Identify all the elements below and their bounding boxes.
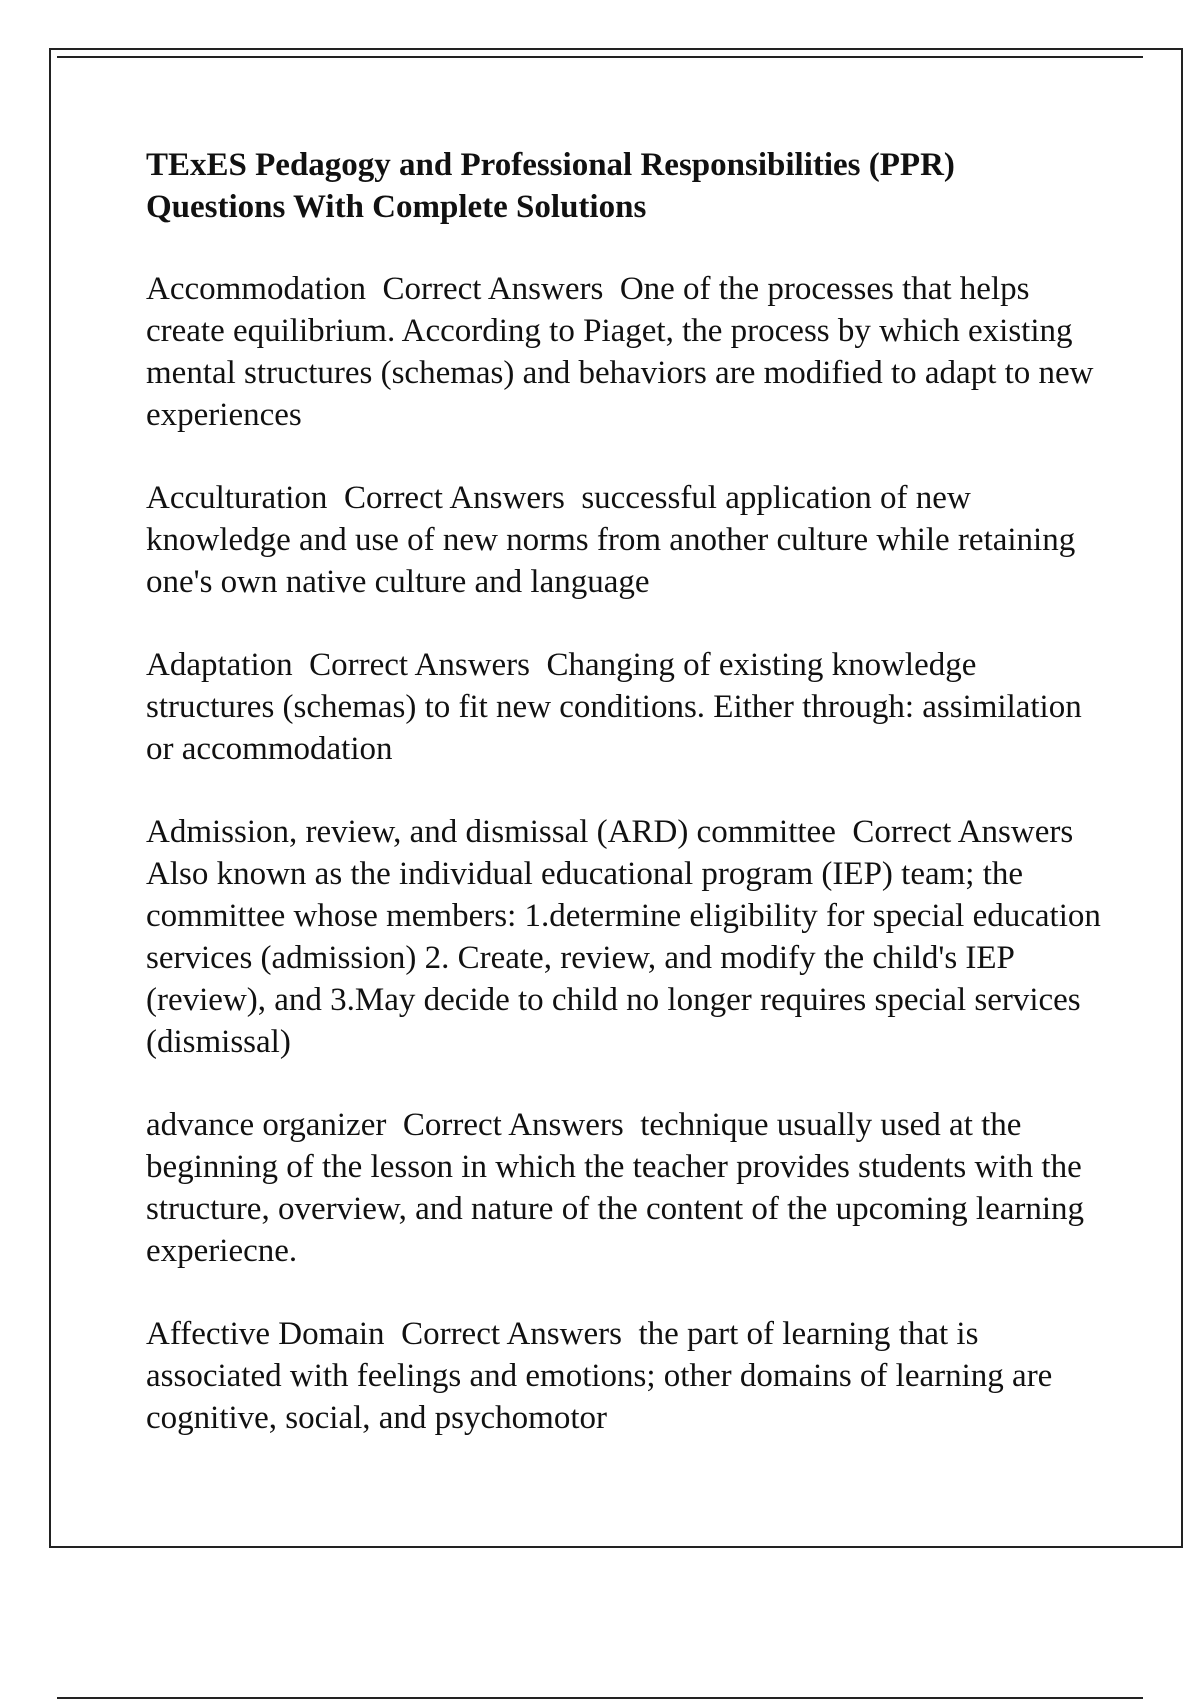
entry-separator: Correct Answers bbox=[327, 480, 582, 516]
entry-definition: the part of learning that is associated with feelings and emotions; other domains of learning are cognitive, social, and psychomotor bbox=[146, 1316, 1061, 1436]
entry-term: Admission, review, and dismissal (ARD) committee bbox=[146, 814, 836, 850]
entry-ard-committee bbox=[146, 811, 1110, 1063]
entry-accommodation bbox=[146, 268, 1101, 436]
entry-separator: Correct Answers bbox=[835, 814, 1088, 850]
document-body bbox=[146, 144, 1110, 1480]
entry-separator: Correct Answers bbox=[365, 271, 620, 307]
entry-term: Accommodation bbox=[146, 271, 366, 307]
entry-term: advance organizer bbox=[146, 1107, 387, 1143]
entry-advance-organizer bbox=[146, 1104, 1101, 1272]
entry-acculturation bbox=[146, 477, 1101, 603]
entry-separator: Correct Answers bbox=[386, 1107, 641, 1143]
document-title-line-1: TExES Pedagogy and Professional Responsibilities (PPR) bbox=[146, 147, 955, 183]
entry-term: Affective Domain bbox=[146, 1316, 385, 1352]
entry-term: Adaptation bbox=[146, 647, 293, 683]
entry-definition: One of the processes that helps create equilibrium. According to Piaget, the process by which existing mental structures (schemas) and behaviors are modified to adapt to new experiences bbox=[146, 271, 1102, 433]
document-title-line-2: Questions With Complete Solutions bbox=[146, 189, 647, 225]
entry-adaptation bbox=[146, 644, 1101, 770]
entry-separator: Correct Answers bbox=[292, 647, 547, 683]
document-title bbox=[146, 144, 1101, 228]
entry-term: Acculturation bbox=[146, 480, 328, 516]
entry-definition: successful application of new knowledge and use of new norms from another culture while retaining one's own native culture and language bbox=[146, 480, 1084, 600]
entry-affective-domain bbox=[146, 1313, 1101, 1439]
entry-definition: technique usually used at the beginning of the lesson in which the teacher provides students with the structure, overview, and nature of the content of the upcoming learning experiecne. bbox=[146, 1107, 1093, 1269]
entry-separator: Correct Answers bbox=[384, 1316, 639, 1352]
entry-definition: Changing of existing knowledge structures (schemas) to fit new conditions. Either through: assimilation or accommodation bbox=[146, 647, 1090, 767]
bottom-rule bbox=[57, 1697, 1143, 1699]
entry-definition: Also known as the individual educational program (IEP) team; the committee whose members: 1.determine eligibility for special education services (admission) 2. Create, review, and modify the child's IEP (review), and 3.May decide to child no longer requires special services (dismissal) bbox=[146, 856, 1110, 1060]
top-rule bbox=[57, 56, 1143, 58]
